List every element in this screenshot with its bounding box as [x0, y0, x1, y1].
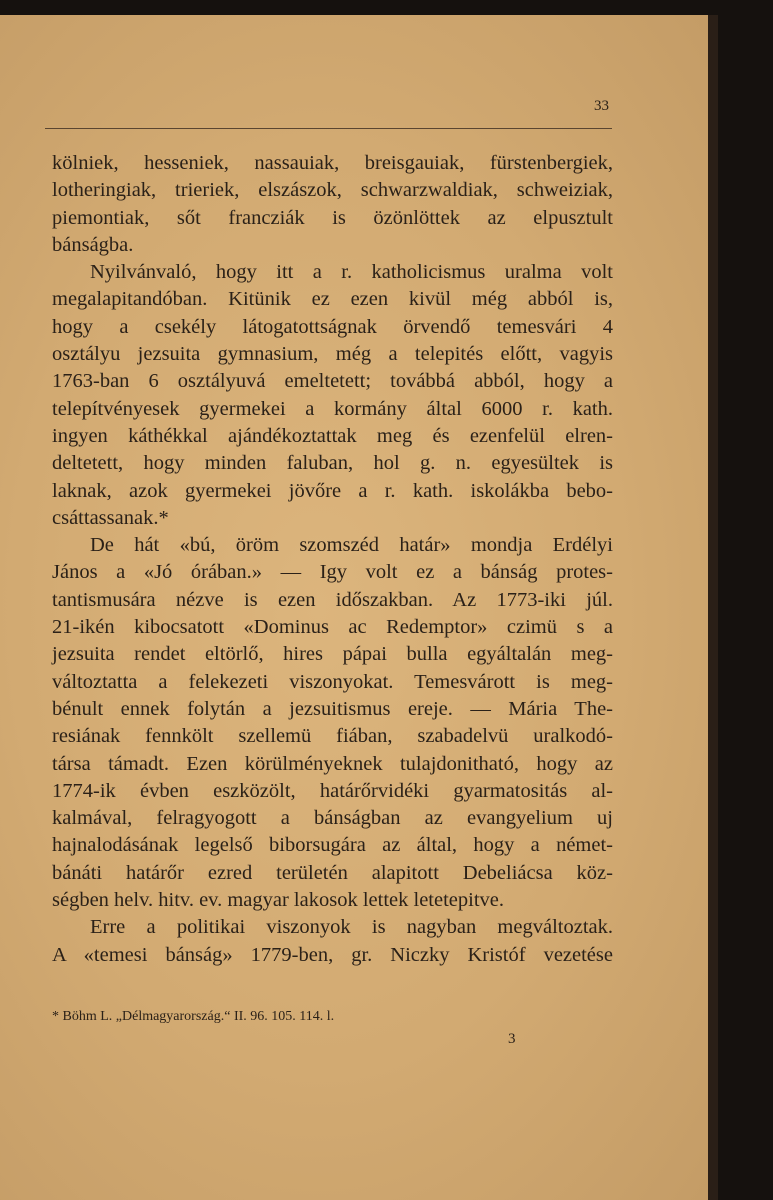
text-line: János a «Jó órában.» — Igy volt ez a bánság protes- — [52, 561, 613, 584]
text-line: A «temesi bánság» 1779-ben, gr. Niczky Kristóf vezetése — [52, 943, 613, 966]
text-line: 21-ikén kibocsatott «Dominus ac Redemptor» czimü s a — [52, 616, 613, 639]
text-line: Nyilvánvaló, hogy itt a r. katholicismus uralma volt — [90, 261, 613, 284]
book-spine-edge — [708, 15, 718, 1200]
text-line: laknak, azok gyermekei jövőre a r. kath. iskolákba bebo- — [52, 479, 613, 502]
text-line: deltetett, hogy minden faluban, hol g. n. egyesültek is — [52, 452, 613, 475]
text-line: jezsuita rendet eltörlő, hires pápai bulla egyáltalán meg- — [52, 643, 613, 666]
text-line: resiának fennkölt szellemü fiában, szabadelvü uralkodó- — [52, 725, 613, 748]
text-line: bánáti határőr ezred területén alapitott Debeliácsa köz- — [52, 861, 613, 884]
text-line: csáttassanak.* — [52, 506, 169, 529]
text-line: tantismusára nézve is ezen időszakban. Az 1773-iki júl. — [52, 588, 613, 611]
text-line: 1763-ban 6 osztályuvá emeltetett; továbbá abból, hogy a — [52, 370, 613, 393]
text-line: változtatta a felekezeti viszonyokat. Temesvárott is meg- — [52, 670, 613, 693]
text-line: ingyen káthékkal ajándékoztattak meg és ezenfelül elren- — [52, 424, 613, 447]
page-number: 33 — [594, 98, 609, 114]
header-rule — [45, 128, 612, 129]
text-line: bénult ennek folytán a jezsuitismus ereje. — Mária The- — [52, 697, 613, 720]
text-line: De hát «bú, öröm szomszéd határ» mondja Erdélyi — [90, 534, 613, 557]
text-line: Erre a politikai viszonyok is nagyban megváltoztak. — [90, 916, 613, 939]
body-text — [52, 150, 613, 969]
text-line: 1774-ik évben eszközölt, határőrvidéki gyarmatositás al- — [52, 779, 613, 802]
text-line: kölniek, hesseniek, nassauiak, breisgauiak, fürstenbergiek, — [52, 152, 613, 174]
footnote: * Böhm L. „Délmagyarország.“ II. 96. 105. 114. l. — [52, 1009, 335, 1024]
signature-mark: 3 — [508, 1031, 516, 1047]
text-line: bánságba. — [52, 233, 134, 256]
text-line: ségben helv. hitv. ev. magyar lakosok lettek letetepitve. — [52, 889, 504, 912]
text-line: piemontiak, sőt francziák is özönlöttek az elpusztult — [52, 206, 613, 229]
text-line: kalmával, felragyogott a bánságban az evangyelium uj — [52, 807, 613, 830]
text-line: hogy a csekély látogatottságnak örvendő temesvári 4 — [52, 315, 613, 338]
text-line: hajnalodásának legelső biborsugára az által, hogy a német- — [52, 834, 613, 857]
text-line: lotheringiak, trieriek, elszászok, schwarzwaldiak, schweiziak, — [52, 179, 613, 202]
text-line: osztályu jezsuita gymnasium, még a telepités előtt, vagyis — [52, 343, 613, 366]
text-line: telepítvényesek gyermekei a kormány által 6000 r. kath. — [52, 397, 613, 420]
text-line: társa támadt. Ezen körülményeknek tulajdonitható, hogy az — [52, 752, 613, 775]
text-line: megalapitandóban. Kitünik ez ezen kivül még abból is, — [52, 288, 613, 311]
